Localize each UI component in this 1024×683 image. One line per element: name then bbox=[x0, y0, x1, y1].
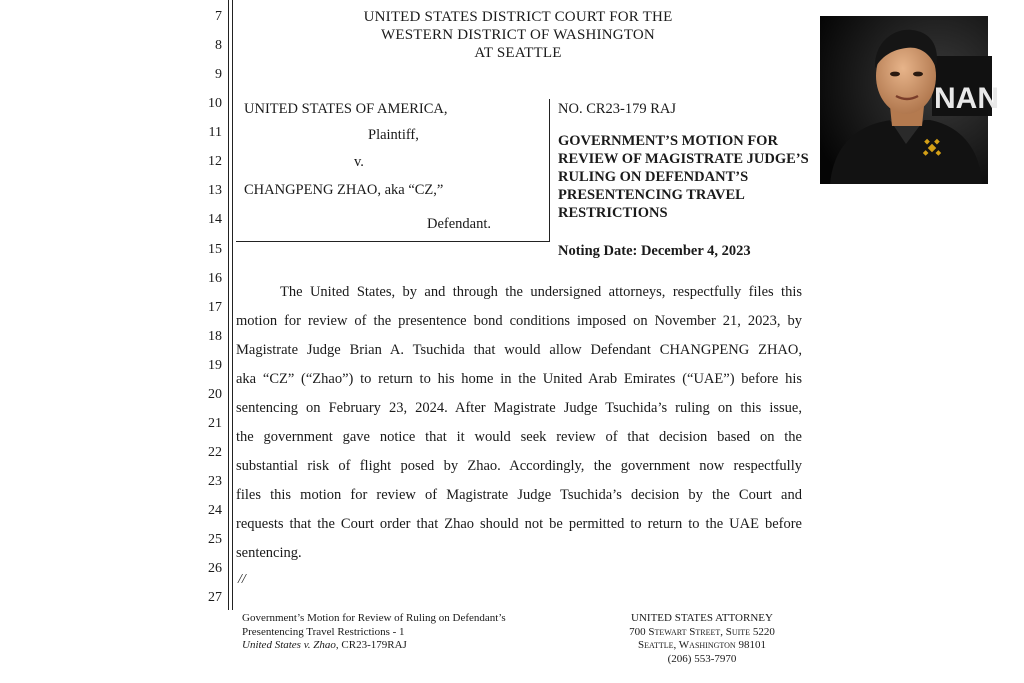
line-number: 14 bbox=[208, 212, 222, 227]
continuation-slashes: // bbox=[238, 572, 246, 587]
gutter-rule bbox=[232, 0, 233, 610]
body-line: sentencing on February 23, 2024. After Magistrate Judge Tsuchida’s ruling on this issue, bbox=[236, 400, 802, 416]
body-line: Magistrate Judge Brian A. Tsuchida that would allow Defendant CHANGPENG ZHAO, bbox=[236, 342, 802, 358]
footer-case-name: United States v. Zhao bbox=[242, 639, 336, 651]
line-number: 21 bbox=[208, 416, 222, 431]
defendant-role: Defendant. bbox=[427, 216, 492, 232]
court-header-line: AT SEATTLE bbox=[474, 45, 562, 61]
line-number: 23 bbox=[208, 474, 222, 489]
backdrop-letters: NAN bbox=[934, 82, 999, 115]
line-number: 12 bbox=[208, 154, 222, 169]
motion-title bbox=[558, 132, 838, 222]
line-number: 17 bbox=[208, 300, 222, 315]
body-line: files this motion for review of Magistrate Judge Tsuchida’s decision by the Court and bbox=[236, 487, 802, 503]
footer-title-line: Presentencing Travel Restrictions - 1 bbox=[242, 625, 405, 638]
court-header-line: UNITED STATES DISTRICT COURT FOR THE bbox=[363, 9, 673, 25]
line-number: 26 bbox=[208, 561, 222, 576]
body-line: the government gave notice that it would seek review of that decision based on the bbox=[236, 429, 802, 445]
body-line: motion for review of the presentence bond conditions imposed on November 21, 2023, by bbox=[236, 313, 802, 329]
footer-left bbox=[242, 612, 506, 653]
motion-title-line: PRESENTENCING TRAVEL bbox=[558, 187, 745, 203]
plaintiff-name: UNITED STATES OF AMERICA, bbox=[244, 101, 448, 117]
line-number: 15 bbox=[208, 242, 222, 257]
plaintiff-role: Plaintiff, bbox=[368, 127, 419, 143]
line-number: 18 bbox=[208, 329, 222, 344]
body-line: requests that the Court order that Zhao should not be permitted to return to the UAE before bbox=[236, 516, 802, 532]
footer-title-line: Government’s Motion for Review of Ruling on Defendant’s bbox=[242, 612, 506, 624]
footer-right bbox=[602, 612, 802, 666]
line-number: 13 bbox=[208, 183, 222, 198]
motion-title-line: GOVERNMENT’S MOTION FOR bbox=[558, 133, 778, 149]
portrait-illustration bbox=[820, 16, 999, 184]
footer-street: 700 Stewart Street, Suite 5220 bbox=[629, 625, 775, 638]
footer-city: Seattle, Washington 98101 bbox=[638, 639, 766, 651]
case-number: NO. CR23-179 RAJ bbox=[558, 101, 677, 117]
gutter-rule bbox=[228, 0, 229, 610]
line-number: 8 bbox=[215, 38, 222, 53]
defendant-name: CHANGPENG ZHAO, aka “CZ,” bbox=[244, 182, 444, 198]
footer-case-number: , CR23-179RAJ bbox=[335, 639, 407, 651]
versus: v. bbox=[354, 154, 364, 170]
line-number: 20 bbox=[208, 387, 222, 402]
portrait-photo bbox=[820, 16, 999, 184]
line-number: 24 bbox=[208, 503, 222, 518]
body-line: substantial risk of flight posed by Zhao. Accordingly, the government now respectfully bbox=[236, 458, 802, 474]
line-number: 9 bbox=[215, 67, 222, 82]
footer-phone: (206) 553-7970 bbox=[667, 652, 737, 665]
line-number: 19 bbox=[208, 358, 222, 373]
body-line: sentencing. bbox=[236, 545, 302, 561]
motion-title-line: RESTRICTIONS bbox=[558, 205, 668, 221]
caption-divider bbox=[549, 99, 550, 242]
footer-case-line bbox=[242, 639, 506, 653]
motion-title-line: RULING ON DEFENDANT’S bbox=[558, 169, 749, 185]
motion-title-line: REVIEW OF MAGISTRATE JUDGE’S bbox=[558, 151, 809, 167]
caption-divider bbox=[236, 241, 550, 242]
body-line: aka “CZ” (“Zhao”) to return to his home in the United Arab Emirates (“UAE”) before his bbox=[236, 371, 802, 387]
line-number: 16 bbox=[208, 271, 222, 286]
noting-date: Noting Date: December 4, 2023 bbox=[558, 243, 751, 259]
line-number: 11 bbox=[208, 125, 222, 140]
line-number: 10 bbox=[208, 96, 222, 111]
line-number: 27 bbox=[208, 590, 222, 605]
line-number: 25 bbox=[208, 532, 222, 547]
footer-office: UNITED STATES ATTORNEY bbox=[631, 612, 773, 624]
line-number: 7 bbox=[215, 9, 222, 24]
court-header-line: WESTERN DISTRICT OF WASHINGTON bbox=[381, 27, 655, 43]
line-number: 22 bbox=[208, 445, 222, 460]
body-line: The United States, by and through the undersigned attorneys, respectfully files this bbox=[280, 284, 802, 300]
